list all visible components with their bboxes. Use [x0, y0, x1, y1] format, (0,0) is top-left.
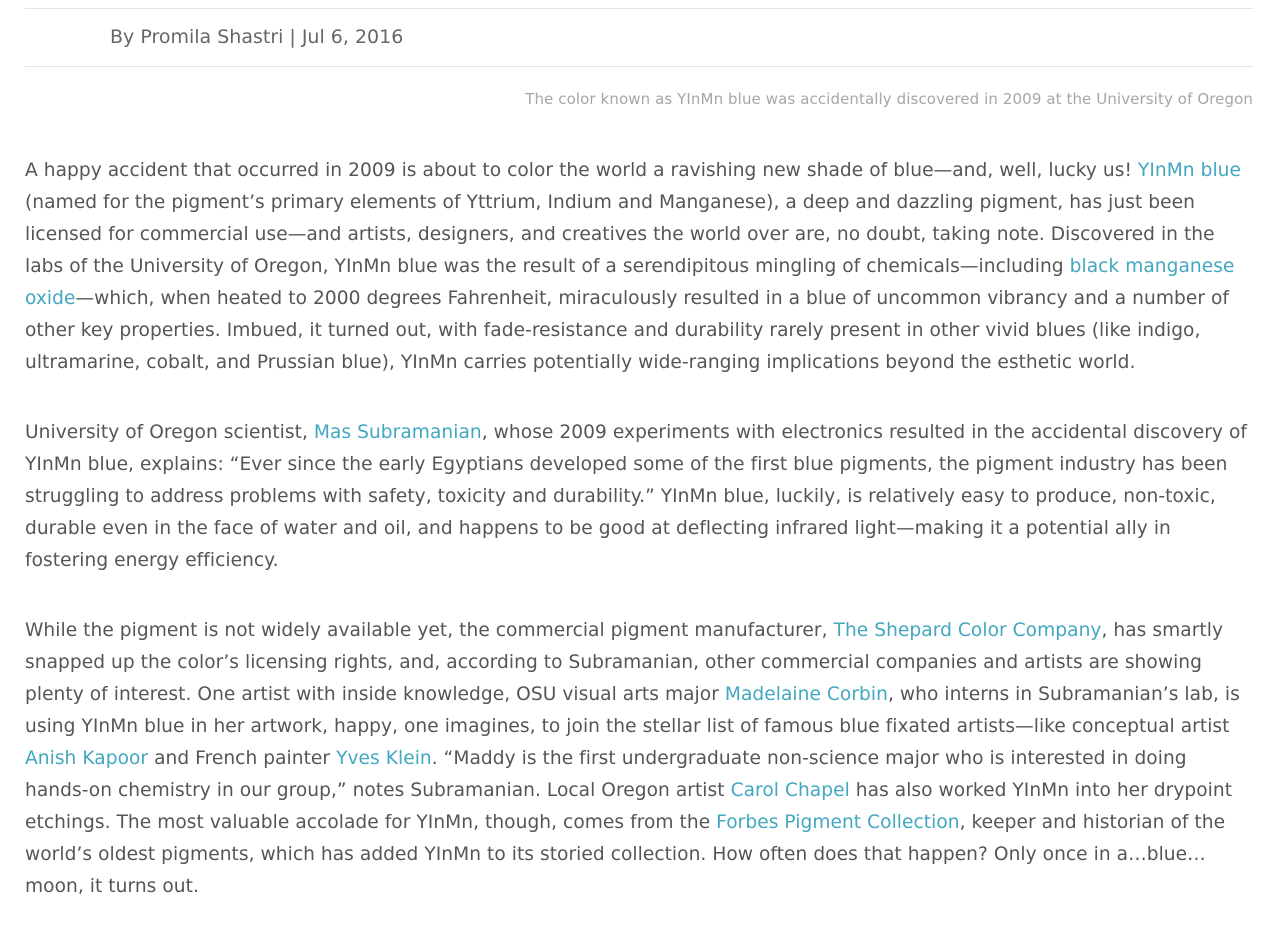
- link-forbes-pigment-collection[interactable]: Forbes Pigment Collection: [716, 812, 960, 833]
- link-shepard-color-company[interactable]: The Shepard Color Company: [833, 620, 1102, 641]
- link-carol-chapel[interactable]: Carol Chapel: [730, 780, 850, 801]
- article-paragraph: A happy accident that occurred in 2009 is about to color the world a ravishing new shade of blue—and, well, lucky us! YInMn blue (named for the pigment’s primary elements of Yttrium, Indium and Manganese), a deep and dazzling pigment, has just been licensed for commercial use—and artists, designers, and creatives the world over are, no doubt, taking note. Discovered in the labs of the University of Oregon, YInMn blue was the result of a serendipitous mingling of chemicals—including black manganese oxide—which, when heated to 2000 degrees Fahrenheit, miraculously resulted in a blue of uncommon vibrancy and a number of other key properties. Imbued, it turned out, with fade-resistance and durability rarely present in other vivid blues (like indigo, ultramarine, cobalt, and Prussian blue), YInMn carries potentially wide-ranging implications beyond the esthetic world.: [25, 160, 1241, 373]
- image-caption: The color known as YInMn blue was accidentally discovered in 2009 at the University of Oregon: [525, 90, 1253, 108]
- byline-separator: |: [289, 26, 296, 48]
- link-madelaine-corbin[interactable]: Madelaine Corbin: [724, 684, 888, 705]
- link-mas-subramanian[interactable]: Mas Subramanian: [313, 422, 482, 443]
- link-black-manganese-oxide[interactable]: black manganese oxide: [25, 256, 1235, 309]
- article-paragraph: University of Oregon scientist, Mas Subramanian, whose 2009 experiments with electronics resulted in the accidental discovery of YInMn blue, explains: “Ever since the early Egyptians developed some of the first blue pigments, the pigment industry has been struggling to address problems with safety, toxicity and durability.” YInMn blue, luckily, is relatively easy to produce, non-toxic, durable even in the face of water and oil, and happens to be good at deflecting infrared light—making it a potential ally in fostering energy efficiency.: [25, 422, 1247, 571]
- byline-date: Jul 6, 2016: [301, 26, 404, 48]
- byline-prefix: By: [110, 26, 135, 48]
- link-yinmn-blue[interactable]: YInMn blue: [1137, 160, 1241, 181]
- byline-divider: [25, 66, 1253, 67]
- byline: [110, 23, 403, 51]
- byline-author: Promila Shastri: [140, 26, 284, 48]
- article-body: [25, 155, 1255, 941]
- article-paragraph: While the pigment is not widely available yet, the commercial pigment manufacturer, The Shepard Color Company, has smartly snapped up the color’s licensing rights, and, according to Subramanian, other commercial companies and artists are showing plenty of interest. One artist with inside knowledge, OSU visual arts major Madelaine Corbin, who interns in Subramanian’s lab, is using YInMn blue in her artwork, happy, one imagines, to join the stellar list of famous blue fixated artists—like conceptual artist Anish Kapoor and French painter Yves Klein. “Maddy is the first undergraduate non-science major who is interested in doing hands-on chemistry in our group,” notes Subramanian. Local Oregon artist Carol Chapel has also worked YInMn into her drypoint etchings. The most valuable accolade for YInMn, though, comes from the Forbes Pigment Collection, keeper and historian of the world’s oldest pigments, which has added YInMn to its storied collection. How often does that happen? Only once in a…blue…moon, it turns out.: [25, 620, 1240, 897]
- link-anish-kapoor[interactable]: Anish Kapoor: [25, 748, 149, 769]
- link-yves-klein[interactable]: Yves Klein: [336, 748, 432, 769]
- top-divider: [25, 8, 1253, 9]
